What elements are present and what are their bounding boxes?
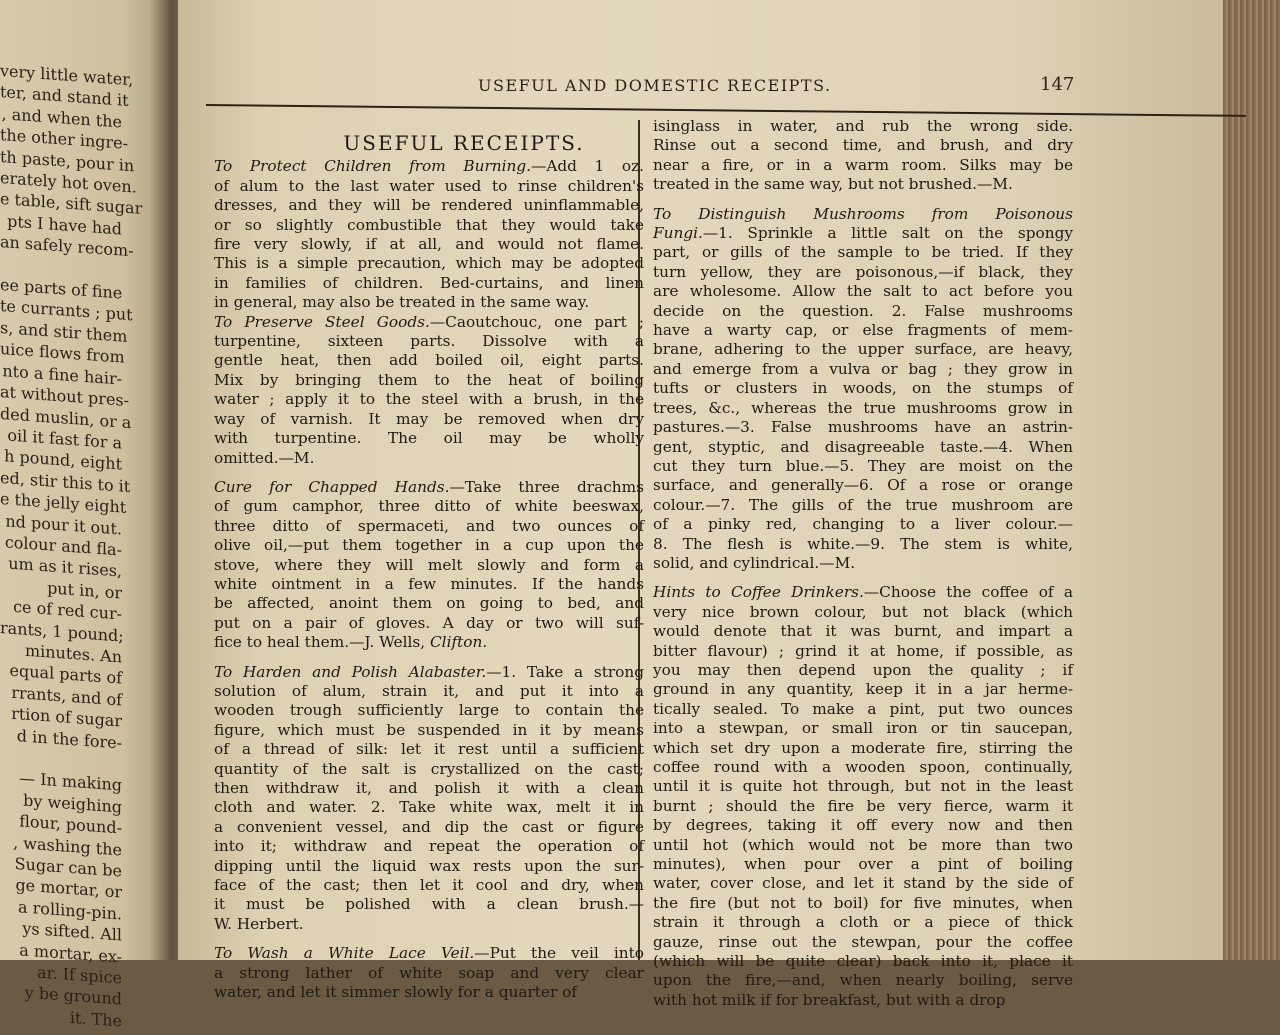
text-line [653, 282, 1073, 301]
recipe-text: —Take three drachms [449, 477, 644, 496]
left-page-line: erately hot oven. [0, 168, 137, 197]
text-line [653, 457, 1073, 476]
paragraph-gap [214, 468, 644, 478]
text-line [653, 739, 1073, 758]
recipe-text: cut they turn blue.—5. They are moist on the [653, 456, 1073, 475]
text-line [214, 818, 644, 837]
text-line [214, 293, 644, 312]
left-page-line: ce of red cur- [13, 597, 122, 624]
section-heading: USEFUL RECEIPTS. [343, 131, 585, 155]
recipe-text: gentle heat, then add boiled oil, eight parts. [214, 351, 644, 370]
page-number: 147 [1040, 74, 1075, 95]
text-line [653, 175, 1073, 194]
text-line [653, 836, 1073, 855]
text-column-right [653, 117, 1073, 1010]
text-line [214, 760, 644, 779]
recipe-title: To Wash a White Lace Veil. [214, 944, 475, 963]
text-line [653, 117, 1073, 136]
recipe-text: until hot (which would not be more than two [653, 835, 1073, 854]
text-line [214, 701, 644, 720]
recipe-text: of a pinky red, changing to a liver colour.— [653, 515, 1073, 534]
recipe-title: To Distinguish Mushrooms from Poisonous [653, 204, 1073, 223]
text-line [214, 196, 644, 215]
left-page-text-fragments [0, 60, 170, 1035]
recipe-text: —1. Take a strong [486, 662, 645, 681]
recipe-text: solid, and cylindrical.—M. [653, 553, 856, 572]
recipe-text: gent, styptic, and disagreeable taste.—4. When [653, 437, 1073, 456]
text-line [653, 583, 1073, 602]
recipe-text: of a thread of silk: let it rest until a sufficient [214, 740, 644, 759]
recipe-text: quantity of the salt is crystallized on the cast; [214, 759, 644, 778]
recipe-text: would denote that it was burnt, and impart a [653, 622, 1073, 641]
recipe-text: a strong lather of white soap and very clear [214, 963, 644, 982]
recipe-text: tufts or clusters in woods, on the stumps of [653, 379, 1073, 398]
text-line [653, 933, 1073, 952]
recipe-title: To Protect Children from Burning. [214, 157, 532, 176]
text-line [214, 536, 644, 555]
text-line [214, 371, 644, 390]
left-page-line: te currants ; put [0, 296, 133, 325]
text-line [653, 438, 1073, 457]
recipe-title: Clifton. [429, 633, 488, 652]
recipe-text: a convenient vessel, and dip the cast or figure [214, 817, 644, 836]
recipe-text: This is a simple precaution, which may be adopted [214, 254, 644, 273]
recipe-text: be affected, anoint them on going to bed, and [214, 594, 644, 613]
recipe-text: bitter flavour) ; grind it at home, if possible, as [653, 641, 1073, 660]
text-line [214, 944, 644, 963]
recipe-text: strain it through a cloth or a piece of thick [653, 913, 1073, 932]
left-page-line: rtion of sugar [11, 703, 122, 731]
text-line [214, 157, 644, 176]
text-line [653, 952, 1073, 971]
recipe-text: decide on the question. 2. False mushrooms [653, 301, 1073, 320]
recipe-text: white ointment in a few minutes. If the hands [214, 574, 644, 593]
recipe-text: three ditto of spermaceti, and two ounces of [214, 516, 644, 535]
left-page-line: s, and stir them [0, 317, 128, 346]
text-line [214, 895, 644, 914]
recipe-text: fice to heal them.—J. Wells, [214, 633, 430, 652]
recipe-text: olive oil,—put them together in a cup upon the [214, 536, 644, 555]
recipe-text: stove, where they will melt slowly and form a [214, 555, 644, 574]
text-line [653, 302, 1073, 321]
recipe-text: coffee round with a wooden spoon, continually, [653, 758, 1073, 776]
recipe-text: are wholesome. Allow the salt to act before you [653, 282, 1073, 301]
text-line [214, 837, 644, 856]
recipe-text: by degrees, taking it off every now and then [653, 816, 1073, 835]
recipe-text: 8. The flesh is white.—9. The stem is white, [653, 534, 1073, 553]
recipe-text: into a stewpan, or small iron or tin saucepan, [653, 719, 1073, 738]
text-line [214, 390, 644, 409]
text-line [214, 410, 644, 429]
left-page-line: , and when the [1, 103, 122, 132]
recipe-text: omitted.—M. [214, 448, 315, 467]
paragraph-gap [214, 653, 644, 663]
running-header-title: USEFUL AND DOMESTIC RECEIPTS. [478, 76, 832, 95]
left-page-line: at without pres- [0, 382, 130, 411]
left-page-line: the other ingre- [0, 125, 129, 154]
recipe-text: Rinse out a second time, and brush, and dry [653, 136, 1073, 155]
recipe-text: fire very slowly, if at all, and would not flame. [214, 235, 644, 254]
left-page-line: ar. If spice [37, 962, 122, 988]
left-page-line: very little water, [0, 61, 134, 90]
text-line [214, 449, 644, 468]
recipe-text: tically sealed. To make a pint, put two ounces [653, 699, 1073, 718]
text-line [653, 913, 1073, 932]
text-line [653, 758, 1073, 777]
recipe-text: gauze, rinse out the stewpan, pour the coffee [653, 932, 1073, 951]
text-line [653, 515, 1073, 534]
recipe-text: part, or gills of the sample to be tried. If they [653, 243, 1073, 262]
left-page-line: e table, sift sugar [0, 189, 143, 219]
recipe-text: have a warty cap, or else fragments of mem- [653, 321, 1073, 340]
left-page-line: put in, or [47, 578, 122, 603]
text-line [214, 254, 644, 273]
left-page-line: y be ground [24, 983, 122, 1009]
left-page-line: ys sifted. All [22, 918, 122, 945]
text-line [214, 235, 644, 254]
recipe-text: solution of alum, strain it, and put it into a [214, 681, 644, 700]
recipe-text: water, and let it simmer slowly for a quarter of [214, 983, 578, 1002]
recipe-text: you may then depend upon the quality ; if [653, 660, 1073, 679]
text-line [653, 243, 1073, 262]
left-page-line: rrants, and of [11, 682, 122, 710]
text-line [653, 719, 1073, 738]
left-page-line: , washing the [13, 832, 122, 860]
text-line [653, 535, 1073, 554]
recipe-text: put on a pair of gloves. A day or two will suf- [214, 613, 644, 632]
text-line [653, 874, 1073, 893]
recipe-text: —Choose the coffee of a [863, 583, 1073, 602]
recipe-text: until it is quite hot through, but not in the least [653, 777, 1073, 796]
recipe-text: in general, may also be treated in the same way. [214, 293, 590, 312]
left-page-line: an safely recom- [0, 232, 134, 261]
recipe-title: To Harden and Polish Alabaster. [214, 662, 487, 681]
recipe-text: into it; withdraw and repeat the operation of [214, 837, 644, 856]
header-rule [206, 104, 1246, 117]
left-page-line: um as it rises, [8, 553, 122, 581]
text-line [214, 740, 644, 759]
text-line [653, 205, 1073, 224]
recipe-text: pastures.—3. False mushrooms have an astrin- [653, 418, 1073, 437]
text-line [653, 777, 1073, 796]
text-line [214, 497, 644, 516]
recipe-text: with hot milk if for breakfast, but with a drop [653, 990, 1006, 1009]
left-page-line: it. The [69, 1007, 122, 1031]
left-page-line: d in the fore- [16, 725, 122, 753]
text-line [653, 855, 1073, 874]
text-line [653, 894, 1073, 913]
recipe-text: surface, and generally—6. Of a rose or orange [653, 476, 1073, 495]
recipe-text: brane, adhering to the upper surface, are heavy, [653, 340, 1073, 359]
text-line [214, 517, 644, 536]
left-page-line: a rolling-pin. [18, 897, 122, 924]
recipe-text: —Put the veil into [474, 944, 645, 963]
text-line [214, 274, 644, 293]
text-line [214, 633, 644, 652]
text-line [214, 575, 644, 594]
recipe-title: Cure for Chapped Hands. [214, 477, 450, 496]
text-line [653, 700, 1073, 719]
recipe-text: upon the fire,—and, when nearly boiling, serve [653, 971, 1073, 990]
text-line [653, 136, 1073, 155]
text-line [653, 797, 1073, 816]
text-line [653, 379, 1073, 398]
right-page [178, 0, 1223, 1009]
text-line [653, 156, 1073, 175]
recipe-text: treated in the same way, but not brushed.—M. [653, 175, 1013, 194]
recipe-text: of gum camphor, three ditto of white beeswax, [214, 497, 644, 516]
text-line [214, 332, 644, 351]
left-page-line: colour and fla- [4, 532, 122, 560]
left-page-line: Sugar can be [14, 854, 122, 881]
left-page-line: pts I have had [7, 211, 122, 239]
paragraph-gap [653, 573, 1073, 583]
recipe-text: which set dry upon a moderate fire, stirring the [653, 738, 1073, 757]
recipe-text: —Caoutchouc, one part ; [429, 312, 644, 331]
left-page-line: a mortar, ex- [19, 940, 122, 967]
left-page-line: ed, stir this to it [0, 467, 131, 496]
paragraph-gap [653, 195, 1073, 205]
book-cover-edge [1218, 0, 1280, 960]
recipe-text: (which will be quite clear) back into it, place it [653, 952, 1073, 971]
text-line [653, 661, 1073, 680]
recipe-text: trees, &c., whereas the true mushrooms grow in [653, 398, 1073, 417]
recipe-text: and emerge from a vulva or bag ; they grow in [653, 359, 1073, 378]
recipe-text: the fire (but not to boil) for five minutes, when [653, 893, 1073, 912]
text-line [214, 556, 644, 575]
text-line [653, 816, 1073, 835]
text-line [214, 313, 644, 332]
recipe-text: cloth and water. 2. Take white wax, melt it in [214, 798, 644, 817]
text-line [214, 964, 644, 983]
left-page-line: minutes. An [24, 640, 122, 667]
text-line [653, 263, 1073, 282]
recipe-text: dipping until the liquid wax rests upon the sur- [214, 856, 644, 875]
text-line [214, 798, 644, 817]
text-line [653, 476, 1073, 495]
recipe-title: Fungi. [653, 224, 703, 243]
recipe-text: W. Herbert. [214, 914, 304, 933]
text-line [214, 594, 644, 613]
text-line [214, 216, 644, 235]
recipe-text: —1. Sprinkle a little salt on the spongy [702, 224, 1073, 243]
text-line [653, 642, 1073, 661]
left-page-line: th paste, pour in [0, 146, 135, 176]
text-line [653, 991, 1073, 1010]
recipe-text: turn yellow, they are poisonous,—if black, they [653, 262, 1073, 281]
recipe-text: isinglass in water, and rub the wrong side. [653, 117, 1073, 135]
recipe-text: burnt ; should the fire be very fierce, warm it [653, 796, 1073, 815]
text-line [653, 603, 1073, 622]
recipe-text: water ; apply it to the steel with a brush, in the [214, 390, 644, 409]
recipe-text: or so slightly combustible that they would take [214, 215, 644, 234]
left-page-line: nd pour it out. [5, 510, 122, 539]
recipe-text: colour.—7. The gills of the true mushroom are [653, 495, 1073, 514]
left-page-line: ded muslin, or a [0, 403, 132, 432]
text-line [214, 351, 644, 370]
text-line [653, 321, 1073, 340]
left-page-line: rants, 1 pound; [0, 617, 124, 646]
recipe-text: of alum to the last water used to rinse children's [214, 176, 644, 195]
left-page-line: flour, pound- [19, 811, 122, 838]
recipe-title: To Preserve Steel Goods. [214, 312, 430, 331]
left-page-line: by weighing [23, 790, 122, 817]
text-line [214, 478, 644, 497]
left-page-line: equal parts of [9, 661, 122, 688]
text-line [214, 429, 644, 448]
left-page-line: ter, and stand it [0, 82, 129, 111]
text-line [653, 399, 1073, 418]
left-page-line: oil it fast for a [7, 425, 122, 453]
recipe-text: minutes), when pour over a pint of boiling [653, 855, 1073, 874]
left-page-line: nto a fine hair- [2, 360, 122, 389]
left-page [0, 0, 175, 1031]
text-line [653, 971, 1073, 990]
text-line [214, 614, 644, 633]
left-page-line: ee parts of fine [0, 275, 123, 303]
left-page-line: — In making [19, 768, 122, 795]
recipe-text: water, cover close, and let it stand by the side of [653, 874, 1073, 893]
text-line [214, 779, 644, 798]
recipe-text: figure, which must be suspended in it by means [214, 720, 644, 739]
recipe-text: near a fire, or in a warm room. Silks may be [653, 155, 1073, 174]
left-page-line: h pound, eight [4, 446, 122, 474]
recipe-title: Hints to Coffee Drinkers. [653, 583, 864, 602]
text-line [653, 622, 1073, 641]
text-line [653, 224, 1073, 243]
recipe-text: with turpentine. The oil may be wholly [214, 429, 644, 448]
recipe-text: very nice brown colour, but not black (which [653, 602, 1073, 621]
recipe-text: Mix by bringing them to the heat of boiling [214, 370, 644, 389]
recipe-text: it must be polished with a clean brush.— [214, 895, 644, 914]
text-line [214, 682, 644, 701]
recipe-text: ground in any quantity, keep it in a jar herme- [653, 680, 1073, 699]
recipe-text: wooden trough sufficiently large to contain the [214, 701, 644, 720]
text-line [653, 496, 1073, 515]
left-page-line: e the jelly eight [0, 489, 127, 517]
text-line [653, 418, 1073, 437]
text-line [214, 983, 644, 1002]
recipe-text: dresses, and they will be rendered uninflammable, [214, 196, 644, 215]
text-line [653, 360, 1073, 379]
text-line [214, 663, 644, 682]
recipe-text: in families of children. Bed-curtains, and linen [214, 273, 644, 292]
text-line [653, 554, 1073, 573]
text-column-left [214, 131, 645, 1002]
text-line [214, 857, 644, 876]
left-page-line: uice flows from [0, 339, 125, 367]
recipe-text: turpentine, sixteen parts. Dissolve with a [214, 332, 644, 351]
text-line [653, 340, 1073, 359]
text-line [214, 721, 644, 740]
text-line [653, 680, 1073, 699]
recipe-text: way of varnish. It may be removed when dry [214, 409, 644, 428]
paragraph-gap [214, 934, 644, 944]
recipe-text: face of the cast; then let it cool and dry, when [214, 876, 644, 895]
text-line [214, 177, 644, 196]
text-line [214, 915, 644, 934]
left-page-line: ge mortar, or [15, 875, 122, 902]
text-line [214, 876, 644, 895]
recipe-text: then withdraw it, and polish it with a clean [214, 779, 644, 797]
recipe-text: —Add 1 oz. [531, 157, 644, 176]
